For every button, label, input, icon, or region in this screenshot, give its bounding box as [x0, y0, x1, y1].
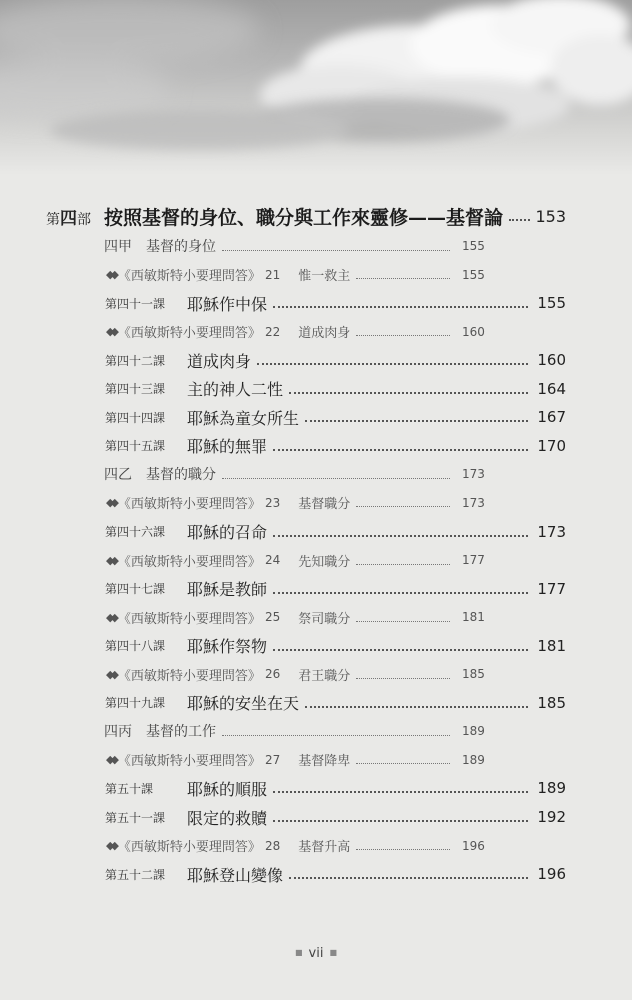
catechism-row[interactable]: [0, 603, 632, 631]
part-title: 按照基督的身位、職分與工作來靈修——基督論: [104, 206, 504, 229]
question-number: 22: [264, 324, 281, 339]
lesson-page-number: 164: [537, 379, 566, 398]
catechism-topic: 基督降卑: [298, 754, 351, 770]
lesson-label: 第四十九課: [105, 696, 166, 711]
dot-leader: [356, 621, 450, 622]
lesson-label: 第四十二課: [105, 353, 166, 368]
lesson-title: 限定的救贖: [187, 808, 268, 828]
catechism-row[interactable]: [0, 261, 632, 289]
catechism-source: 《西敏斯特小要理問答》: [117, 840, 261, 856]
diamond-bullet-icon: ◆◆: [106, 667, 115, 681]
lesson-row[interactable]: [0, 375, 632, 403]
lesson-row[interactable]: [0, 518, 632, 546]
section-title-line: [104, 236, 456, 256]
dot-leader: [289, 392, 528, 394]
dot-leader: [257, 363, 528, 365]
part-label: 第四部: [46, 208, 91, 229]
lesson-title-line: [187, 292, 534, 315]
catechism-line: [106, 551, 456, 570]
section-title: 四甲 基督的身位: [104, 239, 216, 255]
dot-leader: [222, 478, 450, 479]
dot-leader: [356, 763, 450, 764]
lesson-title-line: [187, 520, 534, 543]
lesson-title: 耶穌作中保: [187, 294, 268, 314]
dot-leader: [273, 791, 528, 793]
section-page-number: 189: [462, 724, 485, 739]
section-page-number: 155: [462, 239, 485, 253]
dot-leader: [356, 678, 450, 679]
section-row[interactable]: [0, 232, 632, 260]
dot-leader: [356, 335, 450, 336]
catechism-line: [106, 608, 456, 627]
lesson-page-number: 167: [537, 408, 566, 427]
lesson-title-line: [187, 434, 534, 457]
diamond-bullet-icon: ◆◆: [106, 553, 115, 567]
lesson-row[interactable]: [0, 774, 632, 802]
catechism-page-number: 185: [462, 667, 485, 682]
catechism-page-number: 155: [462, 267, 485, 282]
catechism-source: 《西敏斯特小要理問答》: [117, 497, 261, 513]
lesson-row[interactable]: [0, 432, 632, 460]
dot-leader: [273, 306, 528, 308]
lesson-page-number: 177: [537, 579, 566, 598]
lesson-title-line: [187, 863, 534, 886]
lesson-page-number: 170: [537, 436, 566, 455]
catechism-topic: 惟一救主: [298, 269, 351, 285]
catechism-source: 《西敏斯特小要理問答》: [117, 611, 261, 627]
lesson-title: 耶穌的安坐在天: [187, 694, 300, 714]
catechism-line: [106, 665, 456, 684]
dot-leader: [305, 706, 528, 708]
part-page-number: 153: [535, 206, 566, 226]
catechism-page-number: 196: [462, 838, 485, 853]
lesson-title-line: [187, 691, 534, 714]
diamond-bullet-icon: ◆◆: [106, 753, 115, 767]
dot-leader: [305, 420, 528, 422]
lesson-label: 第四十七課: [105, 582, 166, 597]
lesson-row[interactable]: [0, 289, 632, 317]
lesson-title: 耶穌登山變像: [187, 865, 284, 885]
catechism-line: [106, 750, 456, 769]
question-number: 21: [264, 267, 281, 282]
section-title: 四丙 基督的工作: [104, 724, 216, 741]
catechism-topic: 先知職分: [298, 554, 351, 570]
catechism-page-number: 181: [462, 610, 485, 625]
catechism-topic: 基督升高: [298, 840, 351, 856]
lesson-label: 第五十課: [105, 781, 154, 796]
dot-leader: [509, 219, 530, 221]
catechism-page-number: 177: [462, 553, 485, 568]
catechism-row[interactable]: [0, 489, 632, 517]
catechism-page-number: 173: [462, 495, 485, 510]
question-number: 27: [264, 752, 281, 767]
page-folio: ■ vii ■: [294, 946, 338, 961]
lesson-label: 第五十一課: [105, 810, 166, 825]
catechism-line: [106, 265, 456, 284]
lesson-row[interactable]: [0, 575, 632, 603]
dot-leader: [273, 449, 528, 451]
dot-leader: [356, 278, 450, 279]
lesson-title-line: [187, 634, 534, 657]
lesson-page-number: 181: [537, 636, 566, 655]
diamond-bullet-icon: ◆◆: [106, 496, 115, 510]
lesson-title: 耶穌是教師: [187, 580, 268, 600]
dot-leader: [356, 564, 450, 565]
catechism-source: 《西敏斯特小要理問答》: [117, 269, 261, 285]
catechism-row[interactable]: [0, 660, 632, 688]
lesson-title: 耶穌的無罪: [187, 437, 268, 457]
catechism-topic: 基督職分: [298, 497, 351, 513]
lesson-row[interactable]: [0, 803, 632, 831]
lesson-row[interactable]: [0, 346, 632, 374]
catechism-source: 《西敏斯特小要理問答》: [117, 668, 261, 684]
lesson-title-line: [187, 806, 534, 829]
lesson-label: 第四十八課: [105, 639, 166, 654]
section-page-number: 173: [462, 467, 485, 482]
lesson-row[interactable]: [0, 632, 632, 660]
catechism-line: [106, 836, 456, 855]
section-title: 四乙 基督的職分: [104, 467, 216, 484]
question-number: 28: [264, 838, 281, 853]
dot-leader: [356, 506, 450, 507]
lesson-page-number: 155: [537, 294, 566, 313]
lesson-title-line: [187, 377, 534, 400]
lesson-title-line: [187, 406, 534, 429]
lesson-label: 第四十一課: [105, 296, 166, 311]
question-number: 25: [264, 610, 281, 625]
section-title-line: [104, 721, 456, 741]
dot-leader: [273, 649, 528, 651]
lesson-label: 第四十六課: [105, 525, 166, 539]
question-number: 26: [264, 667, 281, 682]
dot-leader: [273, 592, 528, 594]
lesson-row[interactable]: [0, 403, 632, 431]
lesson-page-number: 192: [537, 808, 566, 826]
lesson-page-number: 160: [537, 351, 566, 370]
diamond-bullet-icon: ◆◆: [106, 839, 115, 853]
diamond-bullet-icon: ◆◆: [106, 610, 115, 624]
lesson-label: 第四十四課: [105, 410, 166, 425]
lesson-row[interactable]: [0, 689, 632, 717]
lesson-row[interactable]: [0, 860, 632, 888]
lesson-title-line: [187, 349, 534, 372]
lesson-label: 第四十五課: [105, 439, 166, 454]
catechism-page-number: 189: [462, 752, 485, 767]
cloud-banner: [0, 0, 632, 175]
catechism-page-number: 160: [462, 324, 485, 339]
lesson-title-line: [187, 577, 534, 600]
catechism-row[interactable]: [0, 746, 632, 774]
lesson-page-number: 189: [537, 779, 566, 798]
dot-leader: [222, 735, 450, 736]
catechism-source: 《西敏斯特小要理問答》: [117, 326, 261, 342]
part-title-line: [104, 203, 536, 230]
lesson-page-number: 196: [537, 865, 566, 884]
lesson-title: 主的神人二性: [187, 380, 284, 400]
lesson-title: 耶穌的召命: [187, 523, 268, 542]
catechism-row[interactable]: [0, 832, 632, 860]
dot-leader: [289, 877, 528, 879]
dot-leader: [356, 849, 450, 850]
diamond-bullet-icon: ◆◆: [106, 268, 115, 282]
catechism-line: [106, 322, 456, 341]
part-heading-row[interactable]: [0, 202, 632, 230]
dot-leader: [222, 250, 450, 251]
dot-leader: [273, 535, 528, 537]
catechism-source: 《西敏斯特小要理問答》: [117, 554, 261, 570]
dot-leader: [273, 820, 528, 822]
question-number: 23: [264, 495, 281, 510]
section-title-line: [104, 464, 456, 484]
section-row[interactable]: [0, 717, 632, 745]
catechism-line: [106, 493, 456, 512]
section-row[interactable]: [0, 460, 632, 488]
question-number: 24: [264, 553, 281, 568]
catechism-row[interactable]: [0, 318, 632, 346]
lesson-label: 第五十二課: [105, 867, 166, 882]
lesson-title: 道成肉身: [187, 351, 252, 371]
catechism-topic: 君王職分: [298, 668, 351, 684]
diamond-bullet-icon: ◆◆: [106, 325, 115, 339]
catechism-topic: 道成肉身: [298, 326, 351, 342]
catechism-source: 《西敏斯特小要理問答》: [117, 754, 261, 770]
lesson-title: 耶穌作祭物: [187, 637, 268, 657]
lesson-title: 耶穌為童女所生: [187, 408, 300, 428]
lesson-label: 第四十三課: [105, 382, 166, 397]
catechism-topic: 祭司職分: [298, 611, 351, 627]
lesson-page-number: 185: [537, 693, 566, 712]
lesson-title: 耶穌的順服: [187, 779, 268, 799]
lesson-title-line: [187, 777, 534, 800]
catechism-row[interactable]: [0, 546, 632, 574]
lesson-page-number: 173: [537, 522, 566, 541]
